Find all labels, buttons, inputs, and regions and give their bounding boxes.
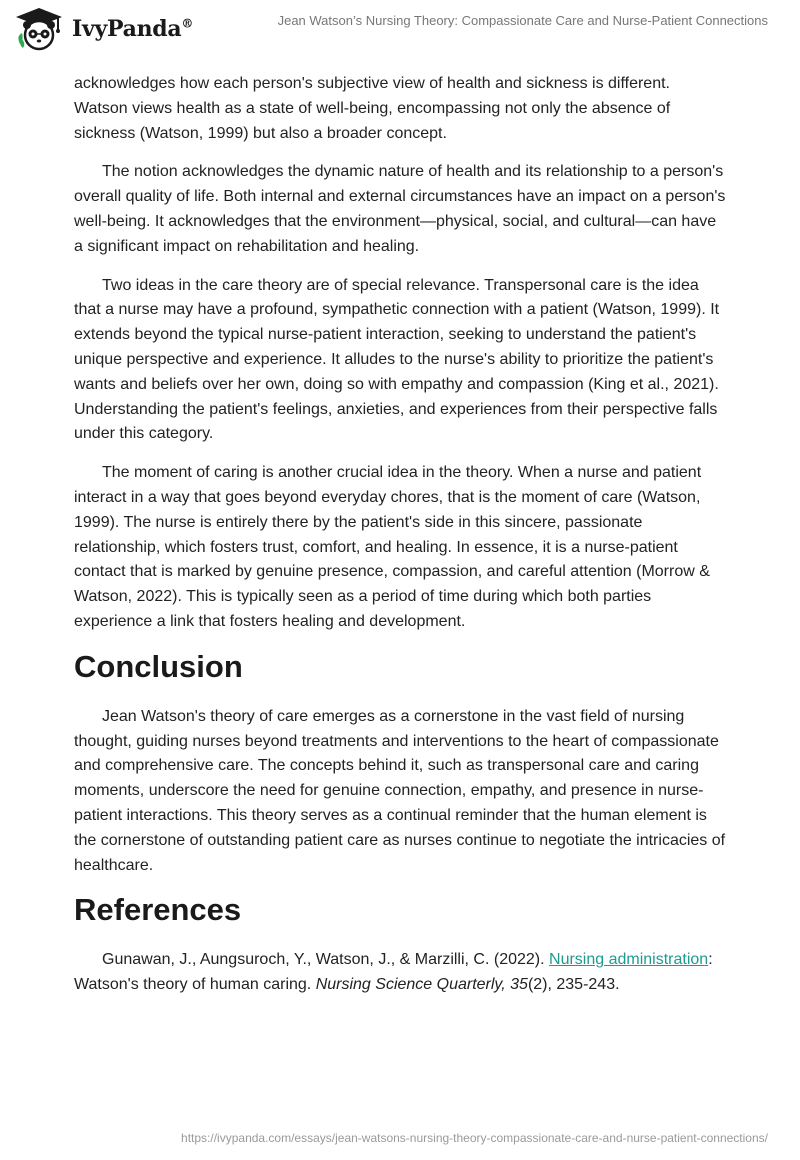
reference-link[interactable]: Nursing administration xyxy=(549,951,709,969)
brand-name: IvyPanda® xyxy=(72,16,194,42)
running-title: Jean Watson’s Nursing Theory: Compassionate Care and Nurse-Patient Connections xyxy=(277,13,768,28)
paragraph: Two ideas in the care theory are of special relevance. Transpersonal care is the idea that a nurse may have a profound, sympathetic connection with a patient (Watson, 1999). It extends beyond the typical nurse-patient interaction, seeking to understand the patient's unique perspective and experience. It alludes to the nurse's ability to prioritize the patient's wants and beliefs over her own, doing so with empathy and compassion (King et al., 2021). Understanding the patient's feelings, anxieties, and experiences from their perspective falls under this category. xyxy=(74,276,720,443)
logo[interactable] xyxy=(14,6,193,52)
page-header xyxy=(0,0,800,60)
conclusion-heading: Conclusion xyxy=(74,648,243,684)
paragraph: The moment of caring is another crucial idea in the theory. When a nurse and patient interact in a way that goes beyond everyday chores, that is the moment of care (Watson, 1999). The nurse is entirely there by the patient's side in this sincere, passionate relationship, which fosters trust, comfort, and healing. In essence, it is a nurse-patient contact that is marked by genuine presence, compassion, and careful attention (Morrow & Watson, 2022). This is typically seen as a period of time during which both parties experience a link that fosters healing and development. xyxy=(74,464,710,630)
paragraph: The notion acknowledges the dynamic nature of health and its relationship to a person's overall quality of life. Both internal and external circumstances have an impact on a person's well-being. It acknowledges that the environment—physical, social, and cultural—can have a significant impact on rehabilitation and healing. xyxy=(74,163,726,255)
reference-journal: Nursing Science Quarterly, 35 xyxy=(315,976,528,994)
conclusion-paragraph: Jean Watson's theory of care emerges as a cornerstone in the vast field of nursing thought, guiding nurses beyond treatments and interventions to the heart of compassionate and comprehensive care. The concepts behind it, such as transpersonal care and caring moments, underscore the need for genuine connection, empathy, and presence in nurse-patient interactions. This theory serves as a continual reminder that the human element is the cornerstone of outstanding patient care as nurses continue to negotiate the intricacies of healthcare. xyxy=(74,707,726,874)
reference-authors: Gunawan, J., Aungsuroch, Y., Watson, J., & Marzilli, C. (2022). xyxy=(102,951,550,969)
reference-issue: (2), 235-243. xyxy=(527,976,620,994)
reference-title: : Watson's theory of human caring. xyxy=(74,951,713,994)
article-content xyxy=(74,72,726,1012)
paragraph: acknowledges how each person's subjective view of health and sickness is different. Watson views health as a state of well-being, encompassing not only the absence of sickness (Watson, 1999) but also a broader concept. xyxy=(74,75,671,142)
references-heading: References xyxy=(74,892,242,928)
footer-url[interactable]: https://ivypanda.com/essays/jean-watsons-nursing-theory-compassionate-care-and-nurse-patient-connections/ xyxy=(181,1131,768,1145)
panda-graduate-icon xyxy=(14,6,64,52)
reference-entry xyxy=(74,948,726,998)
